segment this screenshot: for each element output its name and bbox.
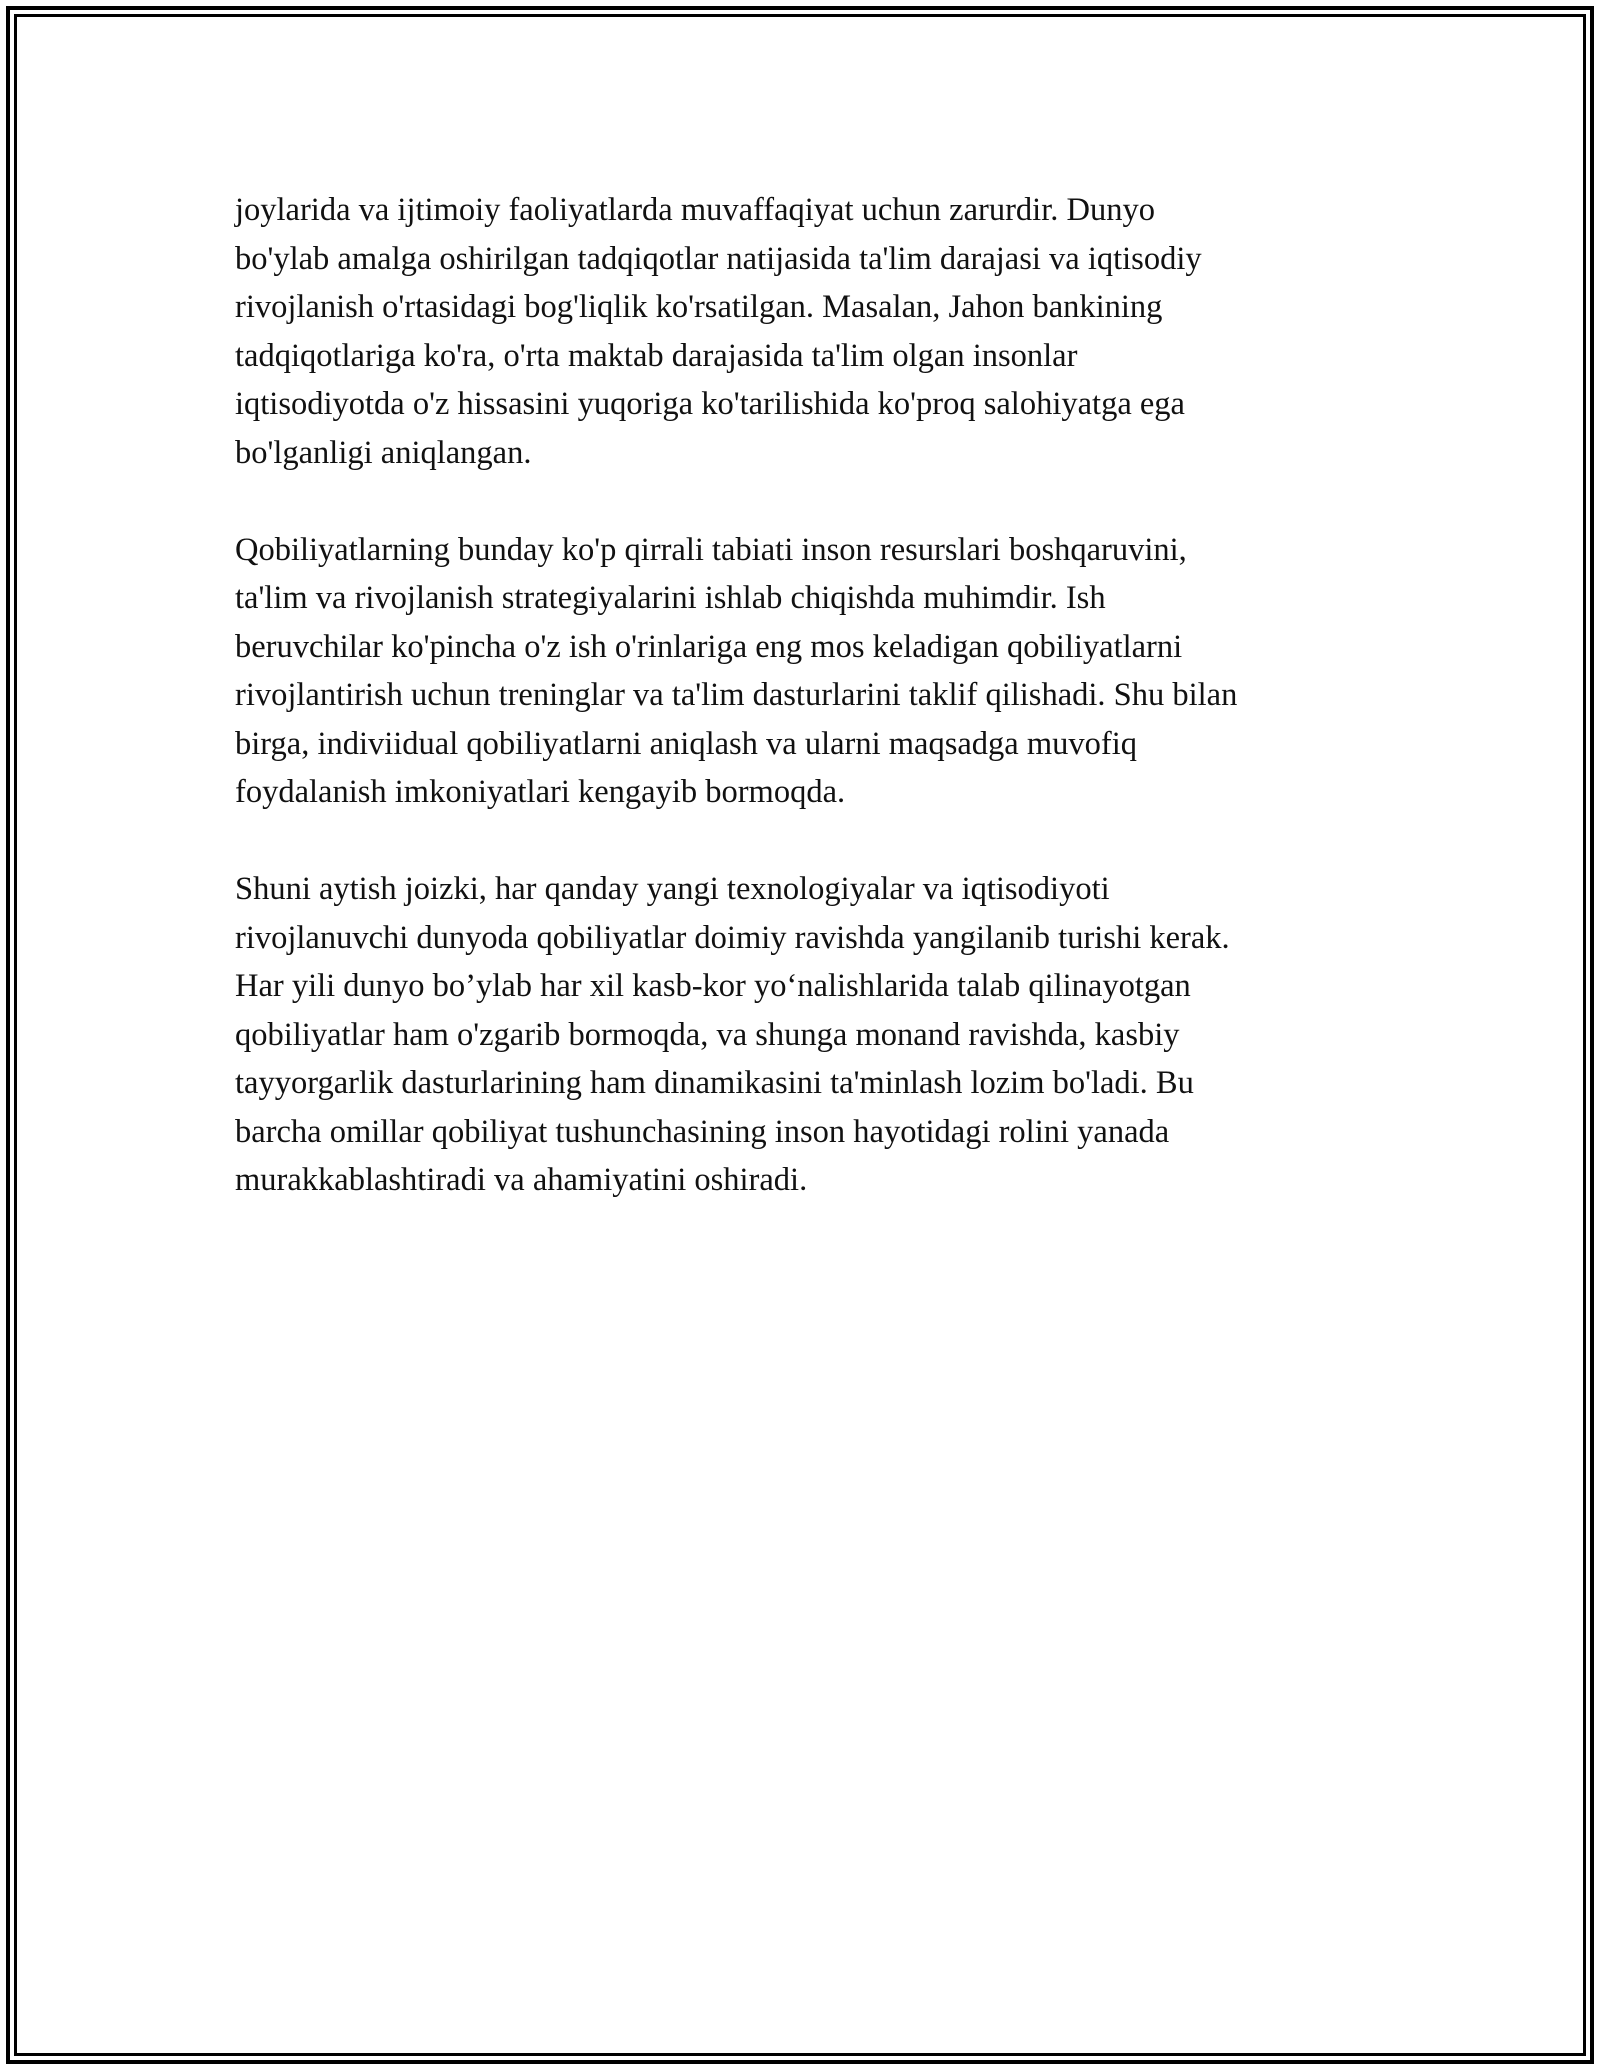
- text-line: ta'lim va rivojlanish strategiyalarini ishlab chiqishda muhimdir. Ish: [235, 580, 1106, 616]
- text-line: rivojlanuvchi dunyoda qobiliyatlar doimiy ravishda yangilanib turishi kerak.: [235, 919, 1230, 956]
- text-line: tadqiqotlariga ko'ra, o'rta maktab darajasida ta'lim olgan insonlar: [235, 337, 1078, 374]
- paragraph-3: [235, 865, 1395, 1205]
- text-line: rivojlanish o'rtasidagi bog'liqlik ko'rsatilgan. Masalan, Jahon bankining: [235, 289, 1163, 325]
- text-line: barcha omillar qobiliyat tushunchasining inson hayotidagi rolini yanada: [235, 1113, 1170, 1150]
- text-line: joylarida va ijtimoiy faoliyatlarda muvaffaqiyat uchun zarurdir. Dunyo: [235, 192, 1155, 228]
- text-line: qobiliyatlar ham o'zgarib bormoqda, va shunga monand ravishda, kasbiy: [235, 1016, 1180, 1053]
- text-line: rivojlantirish uchun treninglar va ta'lim dasturlarini taklif qilishadi. Shu bilan: [235, 677, 1238, 713]
- paragraph-2: [235, 526, 1395, 817]
- text-line: Qobiliyatlarning bunday ko'p qirrali tabiati inson resurslari boshqaruvini,: [235, 531, 1187, 568]
- text-line: birga, indiviidual qobiliyatlarni aniqlash va ularni maqsadga muvofiq: [235, 725, 1137, 762]
- text-line: tayyorgarlik dasturlarining ham dinamikasini ta'minlash lozim bo'ladi. Bu: [235, 1065, 1194, 1101]
- text-line: Shuni aytish joizki, har qanday yangi texnologiyalar va iqtisodiyoti: [235, 871, 1110, 907]
- text-line: foydalanish imkoniyatlari kengayib bormoqda.: [235, 774, 846, 810]
- paragraph-1: [235, 186, 1395, 477]
- text-line: bo'ylab amalga oshirilgan tadqiqotlar natijasida ta'lim darajasi va iqtisodiy: [235, 240, 1202, 277]
- text-line: iqtisodiyotda o'z hissasini yuqoriga ko'tarilishida ko'proq salohiyatga ega: [235, 386, 1185, 422]
- document-body: [235, 186, 1395, 1253]
- text-line: beruvchilar ko'pincha o'z ish o'rinlariga eng mos keladigan qobiliyatlarni: [235, 628, 1183, 665]
- text-line: bo'lganligi aniqlangan.: [235, 434, 532, 471]
- text-line: Har yili dunyo bo’ylab har xil kasb-kor yo‘nalishlarida talab qilinayotgan: [235, 968, 1191, 1004]
- text-line: murakkablashtiradi va ahamiyatini oshiradi.: [235, 1162, 808, 1198]
